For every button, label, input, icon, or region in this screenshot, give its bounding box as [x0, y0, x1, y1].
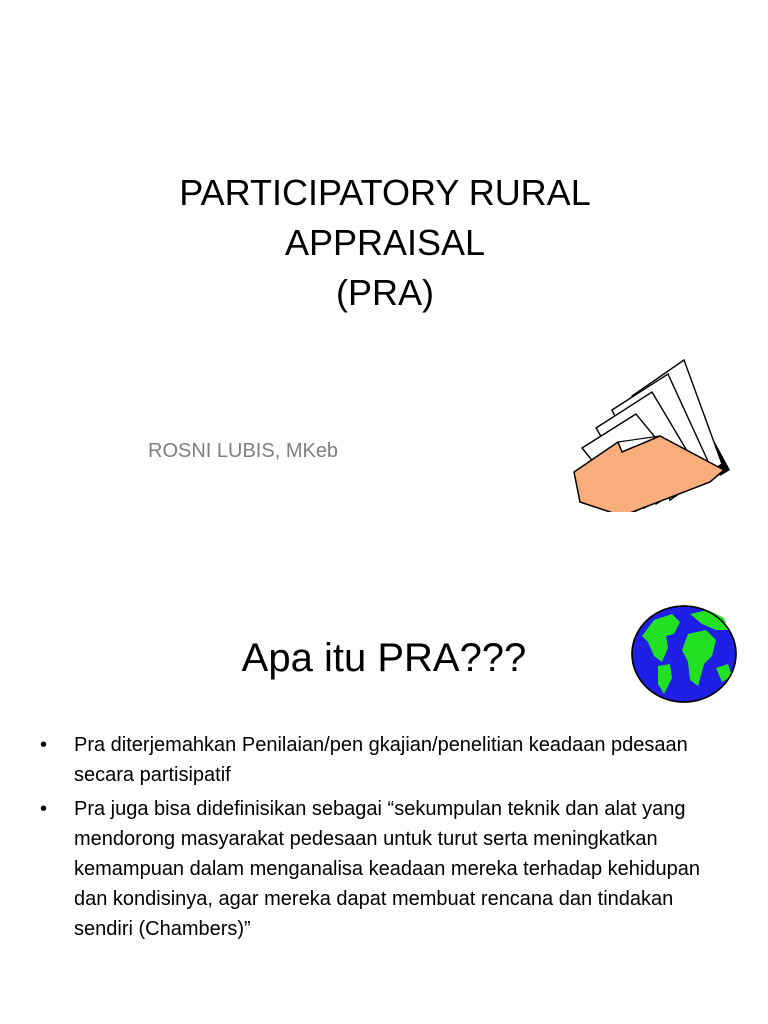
- globe-icon: [628, 604, 740, 704]
- bullet-dot: •: [40, 798, 48, 820]
- bullet-text-1: Pra diterjemahkan Penilaian/pen gkajian/penelitian keadaan pdesaan secara partisipatif: [74, 734, 688, 786]
- slide-heading: Apa itu PRA???: [241, 636, 527, 680]
- slide-title: [60, 168, 710, 318]
- title-line-3: (PRA): [336, 272, 434, 313]
- bullet-text-2: Pra juga bisa didefinisikan sebagai “sekumpulan teknik dan alat yang mendorong masyarakat pedesaan untuk turut serta meningkatkan kemampuan dalam menganalisa keadaan mereka terhadap kehidupan dan kondisinya, agar mereka dapat membuat rencana dan tindakan sendiri (Chambers)”: [74, 798, 700, 940]
- bullet-item-2: [34, 794, 734, 944]
- bullet-dot: •: [40, 734, 48, 756]
- author-subtitle: ROSNI LUBIS, MKeb: [148, 440, 339, 462]
- title-line-1: PARTICIPATORY RURAL: [179, 172, 591, 213]
- folder-with-papers-icon: [560, 352, 735, 522]
- bullet-list: [34, 730, 734, 948]
- title-line-2: APPRAISAL: [284, 222, 486, 263]
- bullet-item-1: [34, 730, 734, 790]
